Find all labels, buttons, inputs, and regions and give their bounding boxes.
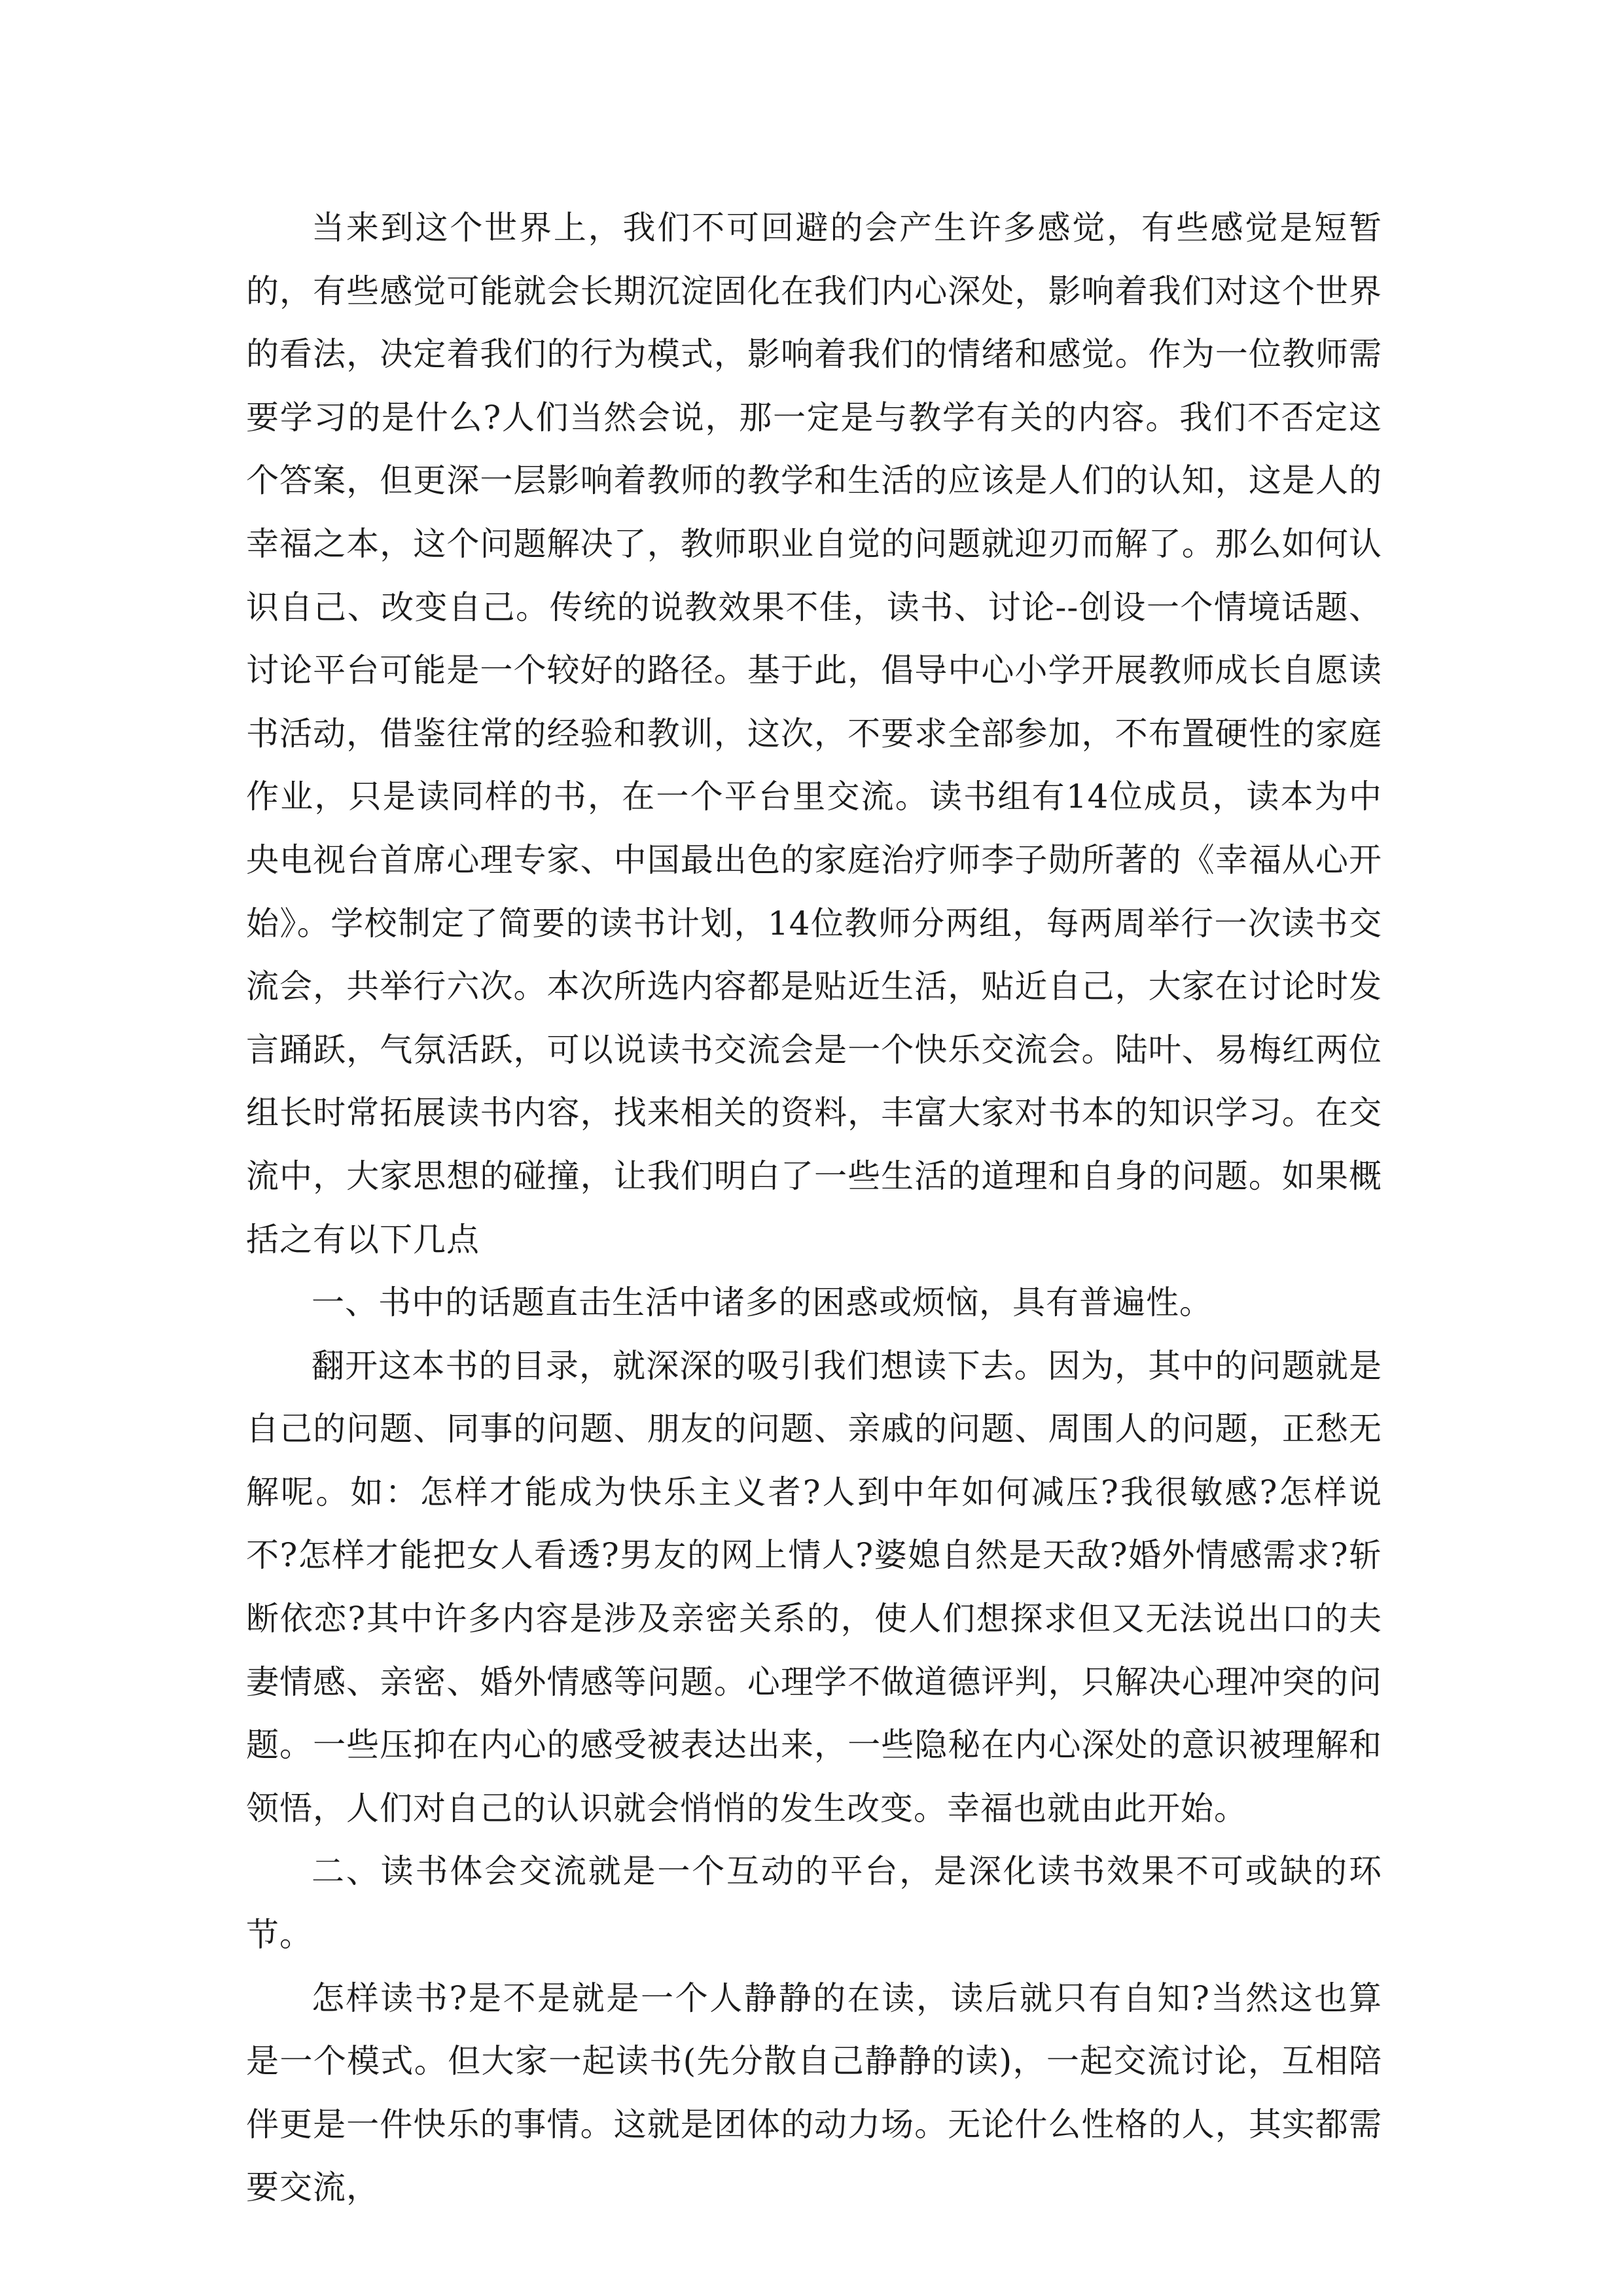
section-heading-1: 一、书中的话题直击生活中诸多的困惑或烦恼，具有普遍性。 [312, 1283, 1213, 1322]
section-heading-2: 二、读书体会交流就是一个互动的平台，是深化读书效果不可或缺的环节。 [246, 1852, 1382, 1954]
section-2-paragraph: 怎样读书?是不是就是一个人静静的在读，读后就只有自知?当然这也算是一个模式。但大家一起读书(先分散自己静静的读)，一起交流讨论，互相陪伴更是一件快乐的事情。这就是团体的动力场。无论什么性格的人，其实都需要交流， [246, 1979, 1382, 2207]
section-1-paragraph: 翻开这本书的目录，就深深的吸引我们想读下去。因为，其中的问题就是自己的问题、同事的问题、朋友的问题、亲戚的问题、周围人的问题，正愁无解呢。如：怎样才能成为快乐主义者?人到中年如何减压?我很敏感?怎样说不?怎样才能把女人看透?男友的网上情人?婆媳自然是天敌?婚外情感需求?斩断依恋?其中许多内容是涉及亲密关系的，使人们想探求但又无法说出口的夫妻情感、亲密、婚外情感等问题。心理学不做道德评判，只解决心理冲突的问题。一些压抑在内心的感受被表达出来，一些隐秘在内心深处的意识被理解和领悟，人们对自己的认识就会悄悄的发生改变。幸福也就由此开始。 [246, 1346, 1382, 1827]
document-body [246, 196, 1382, 2219]
intro-paragraph: 当来到这个世界上，我们不可回避的会产生许多感觉，有些感觉是短暂的，有些感觉可能就会长期沉淀固化在我们内心深处，影响着我们对这个世界的看法，决定着我们的行为模式，影响着我们的情绪和感觉。作为一位教师需要学习的是什么?人们当然会说，那一定是与教学有关的内容。我们不否定这个答案，但更深一层影响着教师的教学和生活的应该是人们的认知，这是人的幸福之本，这个问题解决了，教师职业自觉的问题就迎刃而解了。那么如何认识自己、改变自己。传统的说教效果不佳，读书、讨论--创设一个情境话题、讨论平台可能是一个较好的路径。基于此，倡导中心小学开展教师成长自愿读书活动，借鉴往常的经验和教训，这次，不要求全部参加，不布置硬性的家庭作业，只是读同样的书，在一个平台里交流。读书组有14位成员，读本为中央电视台首席心理专家、中国最出色的家庭治疗师李子勋所著的《幸福从心开始》。学校制定了简要的读书计划，14位教师分两组，每两周举行一次读书交流会，共举行六次。本次所选内容都是贴近生活，贴近自己，大家在讨论时发言踊跃，气氛活跃，可以说读书交流会是一个快乐交流会。陆叶、易梅红两位组长时常拓展读书内容，找来相关的资料，丰富大家对书本的知识学习。在交流中，大家思想的碰撞，让我们明白了一些生活的道理和自身的问题。如果概括之有以下几点 [246, 209, 1382, 1259]
